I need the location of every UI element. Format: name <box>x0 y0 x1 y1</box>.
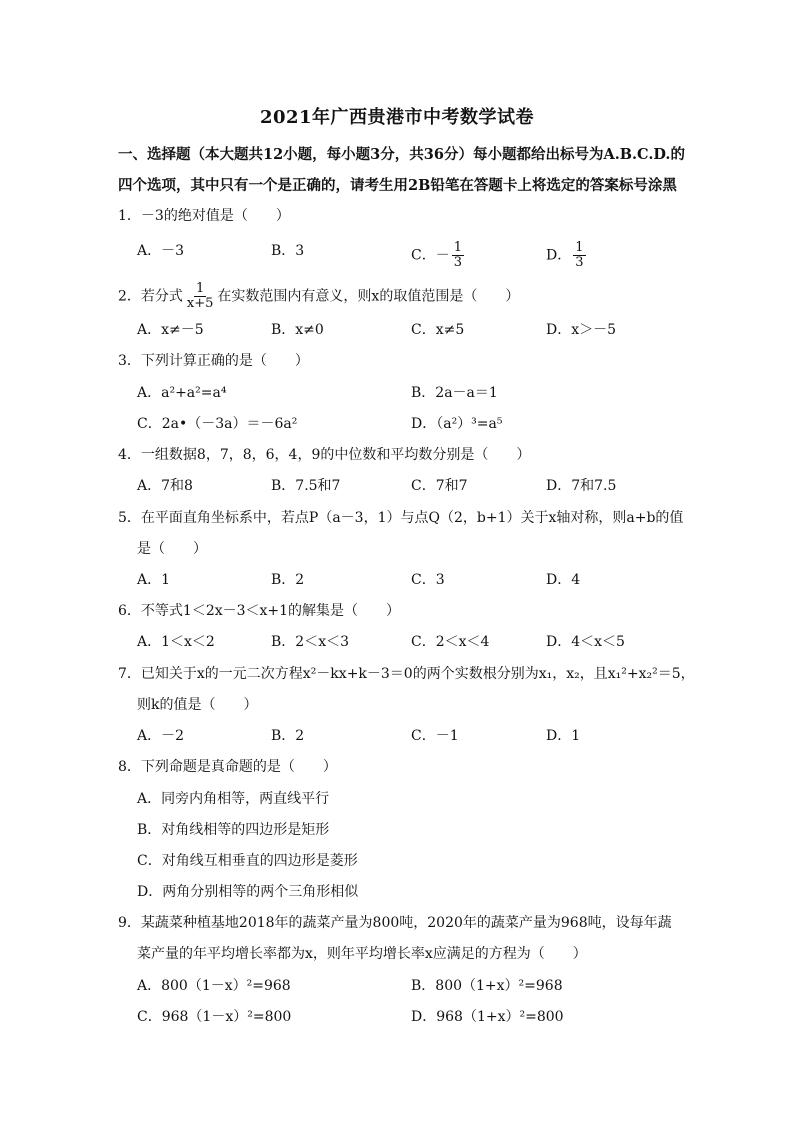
question-4-option-d: D．7和7.5 <box>546 478 617 494</box>
question-9-stem-continued: 菜产量的年平均增长率都为x，则年平均增长率x应满足的方程为（ ） <box>137 946 587 962</box>
question-6-option-a: A．1＜x＜2 <box>137 634 215 650</box>
question-5-option-a: A．1 <box>137 572 171 588</box>
question-1-option-a: A．－3 <box>137 243 185 259</box>
fraction-denominator: 3 <box>575 255 584 270</box>
question-6-option-d: D．4＜x＜5 <box>546 634 625 650</box>
stem-suffix: 在实数范围内有意义，则x的取值范围是（ ） <box>217 288 520 305</box>
question-3-option-c: C．2a•（－3a）＝－6a² <box>137 416 298 432</box>
question-7-option-a: A．－2 <box>137 728 185 744</box>
question-7-option-c: C．－1 <box>411 728 459 744</box>
question-7-stem: 7．已知关于x的一元二次方程x²－kx+k－3＝0的两个实数根分别为x₁，x₂，且x₁²+x₂²＝5， <box>118 666 695 682</box>
question-9-option-c: C．968（1－x）²=800 <box>137 1009 292 1025</box>
question-8-option-a: A．同旁内角相等，两直线平行 <box>137 791 330 807</box>
question-9-option-b: B．800（1+x）²=968 <box>411 978 563 994</box>
question-8-option-d: D．两角分别相等的两个三角形相似 <box>137 884 359 900</box>
question-8-option-c: C．对角线互相垂直的四边形是菱形 <box>137 853 358 869</box>
option-label: C．－ <box>411 247 450 264</box>
stem-prefix: 2．若分式 <box>118 288 183 305</box>
question-6-option-c: C．2＜x＜4 <box>411 634 490 650</box>
section-instructions-line2: 四个选项，其中只有一个是正确的，请考生用2B铅笔在答题卡上将选定的答案标号涂黑 <box>118 177 677 194</box>
fraction-denominator: 3 <box>453 255 462 270</box>
section-instructions-line1: 一、选择题（本大题共12小题，每小题3分，共36分）每小题都给出标号为A.B.C.D.的 <box>118 146 685 163</box>
question-8-option-b: B．对角线相等的四边形是矩形 <box>137 822 330 838</box>
question-4-option-b: B．7.5和7 <box>271 478 341 494</box>
question-9-stem: 9．某蔬菜种植基地2018年的蔬菜产量为800吨，2020年的蔬菜产量为968吨，设每年蔬 <box>118 915 672 931</box>
fraction-numerator: 1 <box>453 240 462 255</box>
question-3-stem: 3．下列计算正确的是（ ） <box>118 353 309 369</box>
fraction <box>573 241 585 270</box>
question-8-stem: 8．下列命题是真命题的是（ ） <box>118 759 337 775</box>
question-4-option-a: A．7和8 <box>137 478 193 494</box>
question-5-option-c: C．3 <box>411 572 445 588</box>
question-4-stem: 4．一组数据8，7，8，6，4，9的中位数和平均数分别是（ ） <box>118 447 531 463</box>
question-2-option-c: C．x≠5 <box>411 322 465 338</box>
question-6-stem: 6．不等式1＜2x－3＜x+1的解集是（ ） <box>118 603 401 619</box>
fraction-denominator: x+5 <box>186 296 214 311</box>
question-5-stem: 5．在平面直角坐标系中，若点P（a－3，1）与点Q（2，b+1）关于x轴对称，则a+b的值 <box>118 510 684 526</box>
question-6-option-b: B．2＜x＜3 <box>271 634 349 650</box>
option-label: D． <box>546 247 572 264</box>
question-3-option-a: A．a²+a²=a⁴ <box>137 385 227 401</box>
question-2-option-a: A．x≠－5 <box>137 322 204 338</box>
question-9-option-d: D．968（1+x）²=800 <box>411 1009 564 1025</box>
page-title: 2021年广西贵港市中考数学试卷 <box>259 107 535 128</box>
question-3-option-d: D．（a²）³=a⁵ <box>411 416 503 432</box>
question-7-option-b: B．2 <box>271 728 305 744</box>
fraction <box>452 241 464 270</box>
question-3-option-b: B．2a－a＝1 <box>411 385 498 401</box>
question-2-option-d: D．x＞－5 <box>546 322 617 338</box>
fraction <box>185 282 216 311</box>
fraction-numerator: 1 <box>196 281 205 296</box>
question-1-option-c <box>411 241 466 270</box>
question-7-stem-continued: 则k的值是（ ） <box>137 697 258 713</box>
question-5-option-b: B．2 <box>271 572 305 588</box>
question-5-option-d: D．4 <box>546 572 581 588</box>
fraction-numerator: 1 <box>575 240 584 255</box>
question-1-option-b: B．3 <box>271 243 305 259</box>
question-9-option-a: A．800（1－x）²=968 <box>137 978 291 994</box>
question-2-stem <box>118 282 519 311</box>
question-1-stem: 1．－3的绝对值是（ ） <box>118 208 290 224</box>
question-4-option-c: C．7和7 <box>411 478 468 494</box>
question-2-option-b: B．x≠0 <box>271 322 324 338</box>
question-7-option-d: D．1 <box>546 728 581 744</box>
question-5-stem-continued: 是（ ） <box>137 541 207 557</box>
question-1-option-d <box>546 241 588 270</box>
